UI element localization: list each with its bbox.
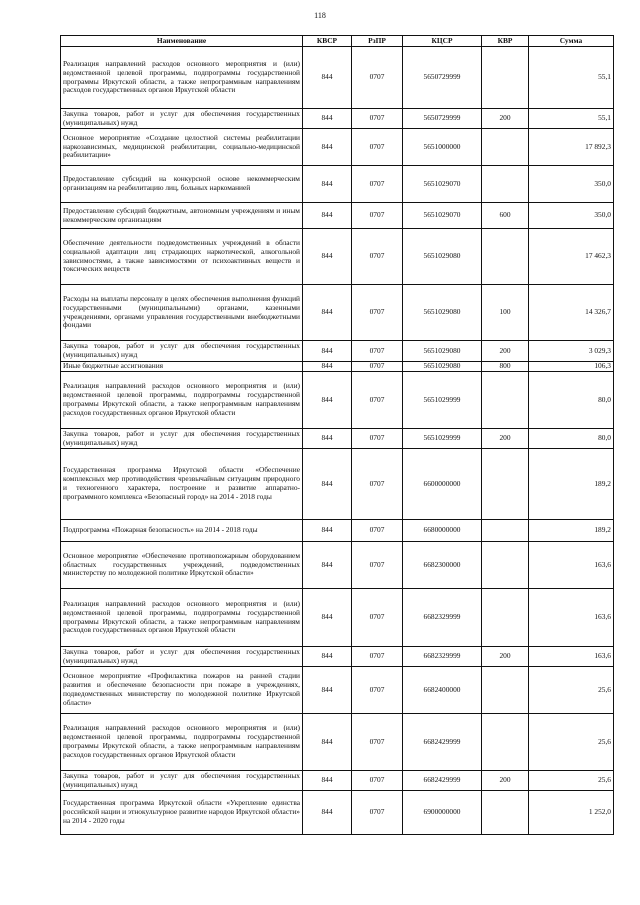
row-name: Основное мероприятие «Обеспечение противопожарным оборудованием областных государственных учреждений, подведомственных министерству по молодежной политике Иркутской области» [61,542,303,589]
row-kcsr: 5651029080 [403,362,482,372]
row-kcsr: 5650729999 [403,109,482,129]
row-name: Основное мероприятие «Профилактика пожаров на ранней стадии развития и обеспечение безопасности при пожаре в учреждениях, подведомственных министерству по молодежной политике Иркутской области» [61,667,303,714]
row-kvr [482,229,529,285]
column-header-name: Наименование [61,36,303,47]
row-sum: 106,3 [529,362,614,372]
row-kcsr: 5651029070 [403,166,482,203]
row-kvsr: 844 [303,341,352,362]
row-name: Реализация направлений расходов основного мероприятия и (или) ведомственной целевой программы, подпрограммы государственной программы Иркутской области, а также непрограммным направлениям расходов государственных органов Иркутской области [61,372,303,429]
row-rzpr: 0707 [352,589,403,647]
row-name: Реализация направлений расходов основного мероприятия и (или) ведомственной целевой программы, подпрограммы государственной программы Иркутской области, а также непрограммным направлениям расходов государственных органов Иркутской области [61,47,303,109]
row-kcsr: 6682429999 [403,714,482,771]
column-header-kcsr: КЦСР [403,36,482,47]
row-name: Предоставление субсидий на конкурсной основе некоммерческим организациям на реабилитацию лиц, больных наркоманией [61,166,303,203]
row-sum: 80,0 [529,372,614,429]
table-row [61,667,614,714]
row-kvsr: 844 [303,449,352,520]
row-kvr [482,166,529,203]
row-rzpr: 0707 [352,714,403,771]
row-name: Закупка товаров, работ и услуг для обеспечения государственных (муниципальных) нужд [61,109,303,129]
row-sum: 55,1 [529,109,614,129]
table-row [61,129,614,166]
row-kvr [482,589,529,647]
row-kcsr: 5651029080 [403,341,482,362]
row-rzpr: 0707 [352,372,403,429]
column-header-kvsr: КВСР [303,36,352,47]
table-row [61,47,614,109]
row-sum: 3 029,3 [529,341,614,362]
row-name: Государственная программа Иркутской области «Укрепление единства российской нации и этнокультурное развитие народов Иркутской области» на 2014 - 2020 годы [61,791,303,835]
row-name: Расходы на выплаты персоналу в целях обеспечения выполнения функций государственными (муниципальными) органами, казенными учреждениями, органами управления государственными внебюджетными фондами [61,285,303,341]
row-kvr: 600 [482,203,529,229]
column-header-kvr: КВР [482,36,529,47]
row-rzpr: 0707 [352,542,403,589]
row-name: Реализация направлений расходов основного мероприятия и (или) ведомственной целевой программы, подпрограммы государственной программы Иркутской области, а также непрограммным направлениям расходов государственных органов Иркутской области [61,714,303,771]
table-row [61,109,614,129]
row-rzpr: 0707 [352,129,403,166]
row-rzpr: 0707 [352,791,403,835]
row-kvsr: 844 [303,589,352,647]
row-kvr [482,449,529,520]
row-kvr: 200 [482,109,529,129]
row-kvsr: 844 [303,362,352,372]
row-kvr [482,372,529,429]
row-kcsr: 5650729999 [403,47,482,109]
row-kcsr: 6682300000 [403,542,482,589]
row-kvr [482,791,529,835]
row-sum: 189,2 [529,520,614,542]
row-sum: 17 892,3 [529,129,614,166]
row-kvr [482,520,529,542]
row-rzpr: 0707 [352,647,403,667]
row-sum: 17 462,3 [529,229,614,285]
row-name: Закупка товаров, работ и услуг для обеспечения государственных (муниципальных) нужд [61,341,303,362]
row-kvsr: 844 [303,109,352,129]
column-header-sum: Сумма [529,36,614,47]
row-kcsr: 6682329999 [403,589,482,647]
row-name: Реализация направлений расходов основного мероприятия и (или) ведомственной целевой программы, подпрограммы государственной программы Иркутской области, а также непрограммным направлениям расходов государственных органов Иркутской области [61,589,303,647]
row-rzpr: 0707 [352,520,403,542]
row-sum: 14 326,7 [529,285,614,341]
row-kvsr: 844 [303,520,352,542]
row-rzpr: 0707 [352,166,403,203]
row-name: Закупка товаров, работ и услуг для обеспечения государственных (муниципальных) нужд [61,647,303,667]
table-row [61,520,614,542]
row-sum: 189,2 [529,449,614,520]
row-sum: 55,1 [529,47,614,109]
row-rzpr: 0707 [352,285,403,341]
row-kvr [482,542,529,589]
row-kcsr: 6682329999 [403,647,482,667]
row-sum: 80,0 [529,429,614,449]
row-kvr: 200 [482,341,529,362]
row-kvsr: 844 [303,429,352,449]
row-kvsr: 844 [303,791,352,835]
row-sum: 25,6 [529,667,614,714]
row-kcsr: 6600000000 [403,449,482,520]
row-sum: 1 252,0 [529,791,614,835]
row-kvr: 800 [482,362,529,372]
row-kcsr: 5651029070 [403,203,482,229]
table-row [61,714,614,771]
row-rzpr: 0707 [352,341,403,362]
table-row [61,362,614,372]
row-name: Подпрограмма «Пожарная безопасность» на 2014 - 2018 годы [61,520,303,542]
row-kvsr: 844 [303,647,352,667]
row-rzpr: 0707 [352,771,403,791]
table-row [61,229,614,285]
row-kvr [482,47,529,109]
row-sum: 350,0 [529,203,614,229]
row-name: Закупка товаров, работ и услуг для обеспечения государственных (муниципальных) нужд [61,429,303,449]
row-name: Государственная программа Иркутской области «Обеспечение комплексных мер противодействия чрезвычайным ситуациям природного и техногенного характера, построение и развитие аппаратно-программного комплекса «Безопасный город» на 2014 - 2018 годы [61,449,303,520]
table-row [61,429,614,449]
table-row [61,372,614,429]
row-kvsr: 844 [303,166,352,203]
row-kcsr: 6900000000 [403,791,482,835]
table-row [61,449,614,520]
row-name: Предоставление субсидий бюджетным, автономным учреждениям и иным некоммерческим организациям [61,203,303,229]
row-kvsr: 844 [303,229,352,285]
row-name: Закупка товаров, работ и услуг для обеспечения государственных (муниципальных) нужд [61,771,303,791]
row-rzpr: 0707 [352,667,403,714]
row-kvr [482,667,529,714]
row-sum: 163,6 [529,647,614,667]
row-name: Обеспечение деятельности подведомственных учреждений в области социальной адаптации лиц страдающих наркотической, алкогольной зависимостями, а также зависимостями от психоактивных веществ и токсических веществ [61,229,303,285]
row-sum: 25,6 [529,771,614,791]
row-kvr [482,129,529,166]
row-rzpr: 0707 [352,203,403,229]
row-kvsr: 844 [303,203,352,229]
row-kcsr: 5651029999 [403,429,482,449]
row-kvsr: 844 [303,714,352,771]
row-kvsr: 844 [303,372,352,429]
row-kvr: 100 [482,285,529,341]
row-rzpr: 0707 [352,429,403,449]
page-number: 118 [314,11,326,20]
row-kvr: 200 [482,647,529,667]
row-kcsr: 6680000000 [403,520,482,542]
row-sum: 163,6 [529,542,614,589]
table-row [61,542,614,589]
column-header-rzpr: РзПР [352,36,403,47]
row-rzpr: 0707 [352,109,403,129]
row-rzpr: 0707 [352,47,403,109]
row-kvsr: 844 [303,285,352,341]
table-row [61,285,614,341]
row-kcsr: 5651029080 [403,229,482,285]
row-sum: 25,6 [529,714,614,771]
row-sum: 350,0 [529,166,614,203]
table-row [61,203,614,229]
row-kcsr: 5651029080 [403,285,482,341]
row-rzpr: 0707 [352,449,403,520]
row-name: Основное мероприятие «Создание целостной системы реабилитации наркозависимых, медицинской реабилитации, социально-медицинской реабилитации» [61,129,303,166]
row-kcsr: 5651000000 [403,129,482,166]
row-kvr: 200 [482,771,529,791]
row-kcsr: 5651029999 [403,372,482,429]
row-kvsr: 844 [303,129,352,166]
table-row [61,647,614,667]
row-kvsr: 844 [303,542,352,589]
row-sum: 163,6 [529,589,614,647]
row-rzpr: 0707 [352,362,403,372]
row-kvr [482,714,529,771]
table-row [61,771,614,791]
table-row [61,341,614,362]
row-name: Иные бюджетные ассигнования [61,362,303,372]
row-kvsr: 844 [303,667,352,714]
table-header-row [61,36,614,47]
table-row [61,589,614,647]
row-kvsr: 844 [303,47,352,109]
row-rzpr: 0707 [352,229,403,285]
row-kcsr: 6682429999 [403,771,482,791]
table-row [61,166,614,203]
row-kvr: 200 [482,429,529,449]
budget-table [60,35,614,835]
row-kcsr: 6682400000 [403,667,482,714]
table-row [61,791,614,835]
row-kvsr: 844 [303,771,352,791]
